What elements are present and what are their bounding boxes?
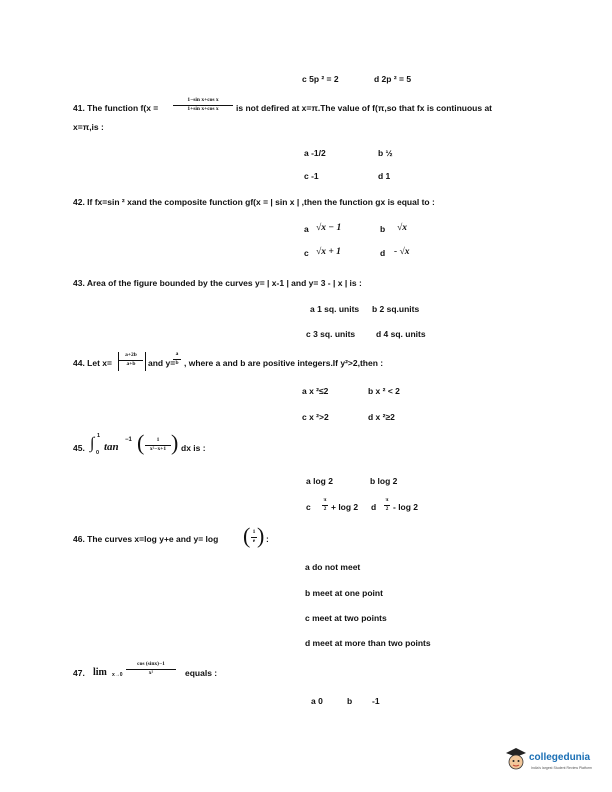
q45-option-d-label: d bbox=[371, 502, 377, 512]
q41-option-a: a -1/2 bbox=[304, 148, 326, 158]
q44-option-a: a x ²≤2 bbox=[302, 386, 329, 396]
q45-left-paren: ( bbox=[137, 430, 145, 455]
q43-option-a: a 1 sq. units bbox=[310, 304, 360, 314]
q44-option-b: b x ² < 2 bbox=[368, 386, 400, 396]
q45-option-d-frac-den: 2 bbox=[385, 505, 389, 512]
q42-option-a: √x − 1 bbox=[316, 223, 342, 233]
q45-func-sup: −1 bbox=[125, 437, 132, 443]
q46-left-paren: ( bbox=[243, 523, 251, 548]
q45-suffix: dx is : bbox=[181, 443, 206, 453]
q47-option-b-label: b bbox=[347, 696, 353, 706]
q47-frac-num: cos (sinx)−1 bbox=[137, 661, 165, 667]
q45-upper-limit: 1 bbox=[97, 433, 101, 439]
q41-option-b: b ½ bbox=[378, 148, 393, 158]
q46-suffix: : bbox=[266, 534, 269, 544]
q41-prefix: 41. The function f(x = bbox=[73, 103, 159, 113]
q46-frac-num: 1 bbox=[252, 529, 256, 535]
q43-text: 43. Area of the figure bounded by the curves y= | x-1 | and y= 3 - | x | is : bbox=[73, 278, 362, 288]
q47-fraction bbox=[126, 662, 176, 676]
q42-text: 42. If fx=sin ² xand the composite function gf(x = | sin x | ,then the function gx is equal to : bbox=[73, 197, 435, 207]
q46-option-b: b meet at one point bbox=[305, 588, 383, 598]
q45-option-c-frac-num: π bbox=[323, 497, 327, 503]
q47-option-b: -1 bbox=[372, 696, 380, 706]
q41-fraction bbox=[173, 98, 233, 112]
q42-option-d-label: d bbox=[380, 248, 386, 258]
q42-option-b-label: b bbox=[380, 224, 386, 234]
logo-tagline: India's largest Student Review Platform bbox=[531, 766, 592, 770]
q45-frac-num: 1 bbox=[156, 437, 160, 443]
q43-option-b: b 2 sq.units bbox=[372, 304, 420, 314]
prev-option-c: c 5p ² = 2 bbox=[302, 74, 339, 84]
q43-option-c: c 3 sq. units bbox=[306, 329, 356, 339]
q46-option-a: a do not meet bbox=[305, 562, 361, 572]
q42-option-c: √x + 1 bbox=[316, 247, 341, 257]
q45-option-c-frac-den: 2 bbox=[323, 505, 327, 512]
q45-fraction bbox=[145, 438, 171, 452]
q43-option-d: d 4 sq. units bbox=[376, 329, 426, 339]
q44-matrix-bot: a+b bbox=[126, 360, 136, 367]
q42-option-b: √x bbox=[397, 223, 407, 233]
q45-option-d-frac-num: π bbox=[385, 497, 389, 503]
q45-option-c-fraction bbox=[322, 498, 328, 512]
q44-option-c: c x ²>2 bbox=[302, 412, 329, 422]
q41-frac-num: 1−sin x+cos x bbox=[187, 97, 219, 103]
q45-option-d-fraction bbox=[384, 498, 390, 512]
q41-option-c: c -1 bbox=[304, 171, 319, 181]
q47-suffix: equals : bbox=[185, 668, 218, 678]
q45-integral-sign: ∫ bbox=[90, 435, 95, 452]
q46-option-d: d meet at more than two points bbox=[305, 638, 431, 648]
q41-line2: x=π,is : bbox=[73, 122, 104, 132]
q42-option-a-label: a bbox=[304, 224, 309, 234]
logo-brand: collegedunia bbox=[529, 752, 591, 763]
q44-matrix-top: a+2b bbox=[125, 352, 137, 358]
q44-y-fraction bbox=[173, 352, 181, 366]
q45-option-a: a log 2 bbox=[306, 476, 333, 486]
collegedunia-logo bbox=[505, 745, 605, 781]
q44-matrix bbox=[119, 353, 143, 367]
q47-lim: lim bbox=[93, 667, 107, 678]
q41-suffix: is not defired at x=π.The value of f(π,so that fx is continuous at bbox=[236, 103, 493, 113]
q44-y-den: b bbox=[175, 359, 179, 366]
q41-frac-den: 1+sin x+cos x bbox=[187, 105, 219, 112]
q46-frac-den: e bbox=[252, 537, 256, 544]
q45-option-b: b log 2 bbox=[370, 476, 398, 486]
q45-option-d: - log 2 bbox=[393, 502, 419, 512]
q45-lower-limit: 0 bbox=[96, 450, 100, 456]
q44-mid: and y= bbox=[148, 358, 176, 368]
mascot-icon bbox=[505, 747, 527, 771]
q44-prefix: 44. Let x= bbox=[73, 358, 112, 368]
q45-func: tan bbox=[104, 441, 119, 453]
q42-option-c-label: c bbox=[304, 248, 309, 258]
q47-option-a: a 0 bbox=[311, 696, 323, 706]
q45-number: 45. bbox=[73, 443, 85, 453]
q47-lim-sub: x→0 bbox=[112, 672, 123, 678]
q41-option-d: d 1 bbox=[378, 171, 391, 181]
q46-option-c: c meet at two points bbox=[305, 613, 387, 623]
q42-option-d: - √x bbox=[394, 247, 410, 257]
q45-option-c: + log 2 bbox=[331, 502, 359, 512]
q44-option-d: d x ²≥2 bbox=[368, 412, 395, 422]
q46-text: 46. The curves x=log y+e and y= log bbox=[73, 534, 219, 544]
q44-suffix: , where a and b are positive integers.If y²>2,then : bbox=[184, 358, 384, 368]
q45-option-c-label: c bbox=[306, 502, 311, 512]
q47-frac-den: x² bbox=[148, 669, 154, 676]
q45-right-paren: ) bbox=[171, 430, 179, 455]
prev-option-d: d 2p ² = 5 bbox=[374, 74, 412, 84]
q45-frac-den: x²−x+1 bbox=[149, 445, 167, 452]
q47-number: 47. bbox=[73, 668, 85, 678]
q44-y-num: a bbox=[175, 351, 179, 357]
q46-right-paren: ) bbox=[257, 523, 265, 548]
